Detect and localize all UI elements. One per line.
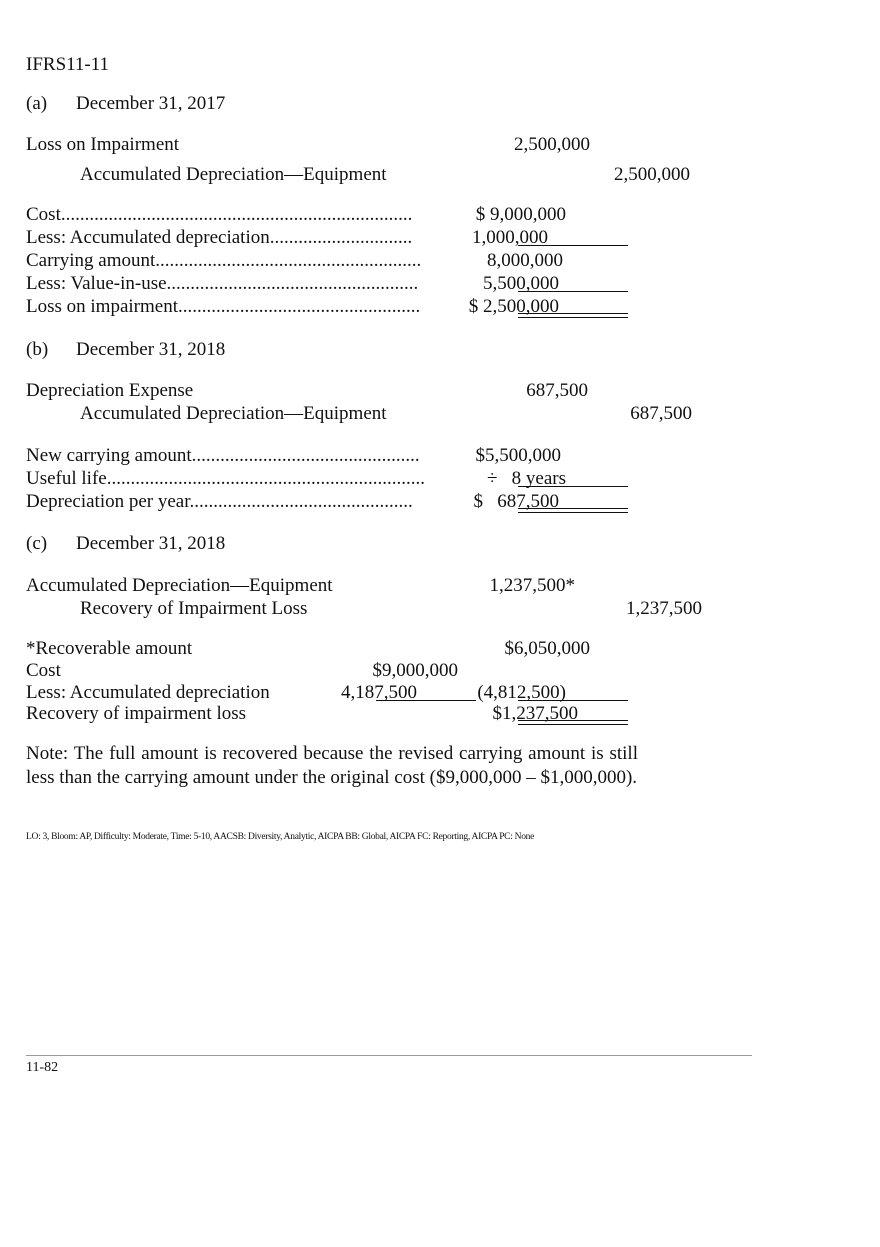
part-c-date: December 31, 2018 (76, 533, 226, 554)
part-b-dep-label: Depreciation per year............................................... (26, 491, 413, 512)
part-c-cost-label: Cost (26, 660, 61, 681)
part-c-note: Note: The full amount is recovered because the revised carrying amount is still less than the carrying amount under the original cost ($9,000,000 – $1,000,000). (26, 743, 638, 788)
part-a-label: (a) (26, 93, 48, 114)
part-c-cost-value: $9,000,000 (372, 660, 458, 681)
part-c-accum-net: (4,812,500) (477, 682, 566, 703)
part-c-debit-account: Accumulated Depreciation—Equipment (26, 575, 333, 596)
part-b-life-value: ÷ 8 years (486, 468, 566, 489)
part-a-viu-label: Less: Value-in-use..................................................... (26, 273, 419, 294)
part-b-carrying-value: $5,500,000 (475, 445, 561, 466)
part-b-dep-value: $ 687,500 (473, 491, 559, 512)
part-c-recovery-value: $1,237,500 (492, 703, 578, 724)
part-a-carrying-value: 8,000,000 (487, 250, 563, 271)
part-b-carrying-label: New carrying amount................................................ (26, 445, 420, 466)
footer-divider (26, 1055, 752, 1056)
part-c-recovery-label: Recovery of impairment loss (26, 703, 247, 724)
part-a-accum-value: 1,000,000 (472, 227, 548, 248)
learning-objective-meta: LO: 3, Bloom: AP, Difficulty: Moderate, Time: 5-10, AACSB: Diversity, Analytic, AICPA BB: Global, AICPA FC: Reporting, AICPA PC: None (26, 832, 535, 842)
part-c-accum-label: Less: Accumulated depreciation (26, 682, 270, 703)
part-a-cost-label: Cost.......................................................................... (26, 204, 413, 225)
part-a-debit-amount: 2,500,000 (514, 134, 590, 155)
part-c-debit-amount: 1,237,500* (489, 575, 575, 596)
part-b-debit-amount: 687,500 (526, 380, 588, 401)
part-b-credit-account: Accumulated Depreciation—Equipment (80, 403, 387, 424)
part-c-recovery-double-underline (518, 720, 628, 725)
part-a-cost-value: $ 9,000,000 (475, 204, 566, 225)
part-c-credit-amount: 1,237,500 (626, 598, 702, 619)
part-b-credit-amount: 687,500 (630, 403, 692, 424)
part-a-accum-label: Less: Accumulated depreciation.............................. (26, 227, 413, 248)
part-b-debit-account: Depreciation Expense (26, 380, 194, 401)
doc-id: IFRS11-11 (26, 54, 110, 75)
part-c-recoverable-value: $6,050,000 (504, 638, 590, 659)
part-a-loss-label: Loss on impairment................................................... (26, 296, 421, 317)
part-b-life-underline (518, 486, 628, 487)
page-number: 11-82 (26, 1060, 59, 1075)
part-c-accum-value: 4,187,500 (341, 682, 417, 703)
part-b-label: (b) (26, 339, 49, 360)
part-a-credit-account: Accumulated Depreciation—Equipment (80, 164, 387, 185)
part-c-label: (c) (26, 533, 48, 554)
part-a-viu-underline (518, 291, 628, 292)
part-b-dep-double-underline (518, 508, 628, 513)
part-a-loss-double-underline (518, 313, 628, 318)
part-a-debit-account: Loss on Impairment (26, 134, 180, 155)
part-c-credit-account: Recovery of Impairment Loss (80, 598, 308, 619)
part-a-carrying-label: Carrying amount........................................................ (26, 250, 422, 271)
part-a-loss-value: $ 2,500,000 (468, 296, 559, 317)
part-a-viu-value: 5,500,000 (483, 273, 559, 294)
part-b-date: December 31, 2018 (76, 339, 226, 360)
part-c-recoverable-label: *Recoverable amount (26, 638, 193, 659)
part-a-date: December 31, 2017 (76, 93, 226, 114)
part-b-life-label: Useful life................................................................... (26, 468, 425, 489)
part-a-credit-amount: 2,500,000 (614, 164, 690, 185)
part-c-accum-net-underline (518, 700, 628, 701)
part-a-accum-underline (518, 245, 628, 246)
